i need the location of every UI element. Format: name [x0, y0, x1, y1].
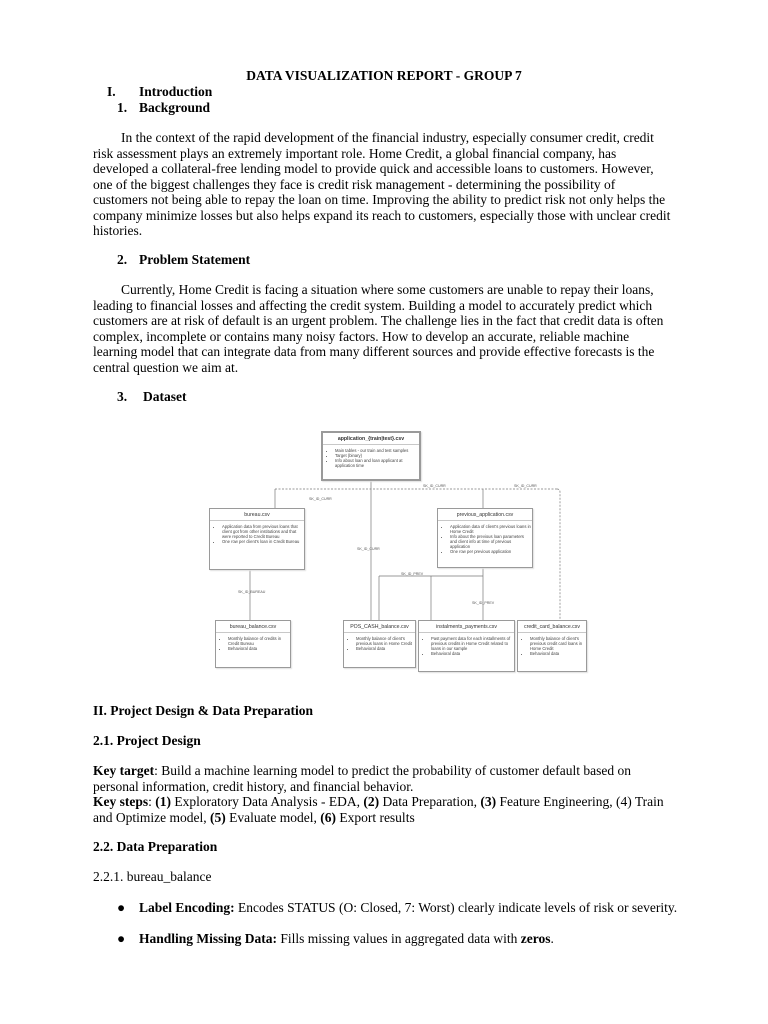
key-steps-paragraph [93, 794, 673, 825]
key-label: SK_ID_CURR [357, 547, 380, 551]
key-target-paragraph [93, 763, 673, 794]
subsection-heading-data-preparation: 2.2. Data Preparation [93, 839, 218, 854]
table-box-previous-application [437, 508, 533, 568]
table-note: • Info about loan and loan applicant at application time [335, 458, 419, 468]
step-number: (1) [155, 794, 172, 809]
step-text: Feature Engineering, (4) Train and Optimize model, [93, 794, 664, 825]
subsection-heading-project-design: 2.1. Project Design [93, 733, 201, 748]
table-title: POS_CASH_balance.csv [344, 621, 415, 633]
subsection-number: 3. [117, 389, 128, 404]
step-text: Export results [335, 809, 415, 825]
bullet-marker: ● [117, 900, 126, 915]
section-heading-introduction: Introduction [139, 84, 213, 99]
key-label: SK_ID_CURR [309, 497, 332, 501]
subsection-bureau-balance: 2.2.1. bureau_balance [93, 869, 212, 884]
section-numeral: I. [107, 84, 116, 99]
table-note: • Behavioral data [530, 651, 586, 656]
bullet-emphasis: zeros [520, 931, 551, 946]
bullet-missing-data [139, 931, 679, 947]
subsection-number: 1. [117, 100, 128, 115]
key-label: SK_ID_CURR [423, 484, 446, 488]
key-label: SK_ID_PREV [401, 572, 424, 576]
subsection-heading-dataset: Dataset [143, 389, 187, 404]
key-steps-label: Key steps [93, 794, 149, 809]
bullet-label: Handling Missing Data: [139, 931, 278, 946]
table-note: • Behavioral data [228, 646, 290, 651]
bullet-text: Encodes STATUS (O: Closed, 7: Worst) clearly indicate levels of risk or severity. [234, 900, 678, 915]
table-box-bureau-balance [215, 620, 291, 668]
table-box-pos-cash-balance [343, 620, 416, 668]
connector-line [557, 489, 560, 620]
separator: : [148, 794, 156, 809]
table-note: • Past payment data for each installments of previous credits in Home Credit related to loans in our sample [431, 636, 514, 651]
subsection-heading-problem: Problem Statement [139, 252, 251, 267]
step-number: (6) [320, 809, 336, 825]
bullet-marker: ● [117, 931, 126, 946]
step-number: (3) [480, 794, 497, 809]
table-title: bureau.csv [210, 509, 304, 521]
table-note: • One row per previous application [450, 549, 532, 554]
key-target-text: : Build a machine learning model to predict the probability of customer default based on personal information, credit history, and financial behavior. [93, 763, 631, 794]
bullet-text: Fills missing values in aggregated data with [277, 931, 521, 946]
table-note: • One row per client's loan in Credit Bureau [222, 539, 304, 544]
step-number: (2) [363, 794, 380, 809]
table-box-application [321, 431, 421, 481]
key-label: SK_ID_CURR [514, 484, 537, 488]
table-box-credit-card-balance [517, 620, 587, 672]
table-box-bureau [209, 508, 305, 570]
section-heading-project-design: II. Project Design & Data Preparation [93, 703, 313, 718]
bullet-end: . [550, 931, 554, 946]
document-title: DATA VISUALIZATION REPORT - GROUP 7 [246, 68, 522, 83]
step-text: Evaluate model, [225, 809, 321, 825]
table-note: • Application data from previous loans that client got from other institutions and that were reported to Credit Bureau [222, 524, 304, 539]
problem-paragraph: Currently, Home Credit is facing a situation where some customers are unable to repay their loans, leading to financial losses and affecting the credit system. Building a model to accurately predict which customers are at risk of default is an urgent problem. The challenge lies in the fact that credit data is often complex, incomplete or contains many noisy factors. How to develop an accurate, reliable machine learning model that can integrate data from many different sources and provide effective forecasts is the central question we aim at. [93, 282, 664, 375]
table-note: • Monthly balance of client's previous loans in Home Credit [356, 636, 415, 646]
key-label: SK_ID_BUREAU [238, 590, 266, 594]
table-box-installments-payments [418, 620, 515, 672]
bullet-label-encoding [139, 900, 679, 916]
table-title: bureau_balance.csv [216, 621, 290, 633]
table-note: • Monthly balance of client's previous credit card loans in Home Credit [530, 636, 586, 651]
table-note: • Target (binary) [335, 453, 419, 458]
table-note: • Monthly balance of credits in Credit Bureau [228, 636, 290, 646]
table-note: • Application data of client's previous loans in Home Credit [450, 524, 532, 534]
table-note: • Behavioral data [356, 646, 415, 651]
table-title: application_{train|test}.csv [323, 433, 419, 445]
step-text: Data Preparation, [379, 794, 481, 809]
dataset-schema-diagram [205, 428, 590, 674]
step-number: (5) [209, 809, 226, 825]
key-label: SK_ID_PREV [472, 601, 495, 605]
subsection-number: 2. [117, 252, 128, 267]
table-note: • Behavioral data [431, 651, 514, 656]
table-note: • Main tables - our train and test samples [335, 448, 419, 453]
bullet-label: Label Encoding: [139, 900, 235, 915]
table-title: credit_card_balance.csv [518, 621, 586, 633]
key-target-label: Key target [93, 763, 155, 778]
step-text: Exploratory Data Analysis - EDA, [171, 794, 364, 809]
table-note: • Info about the previous loan parameters and client info at time of previous application [450, 534, 532, 549]
background-paragraph: In the context of the rapid development of the financial industry, especially consumer credit, credit risk assessment plays an extremely important role. Home Credit, a global financial company, has developed a collateral-free lending model to provide quick and accessible loans to customers. However, one of the biggest challenges they face is credit risk management - determining the possibility of customers not being able to repay the loan on time. Improving the ability to predict risk not only helps the company minimize losses but also helps expand its reach to customers, especially those with unclear credit histories. [93, 130, 671, 238]
table-title: instalments_payments.csv [419, 621, 514, 633]
subsection-heading-background: Background [139, 100, 211, 115]
table-title: previous_application.csv [438, 509, 532, 521]
